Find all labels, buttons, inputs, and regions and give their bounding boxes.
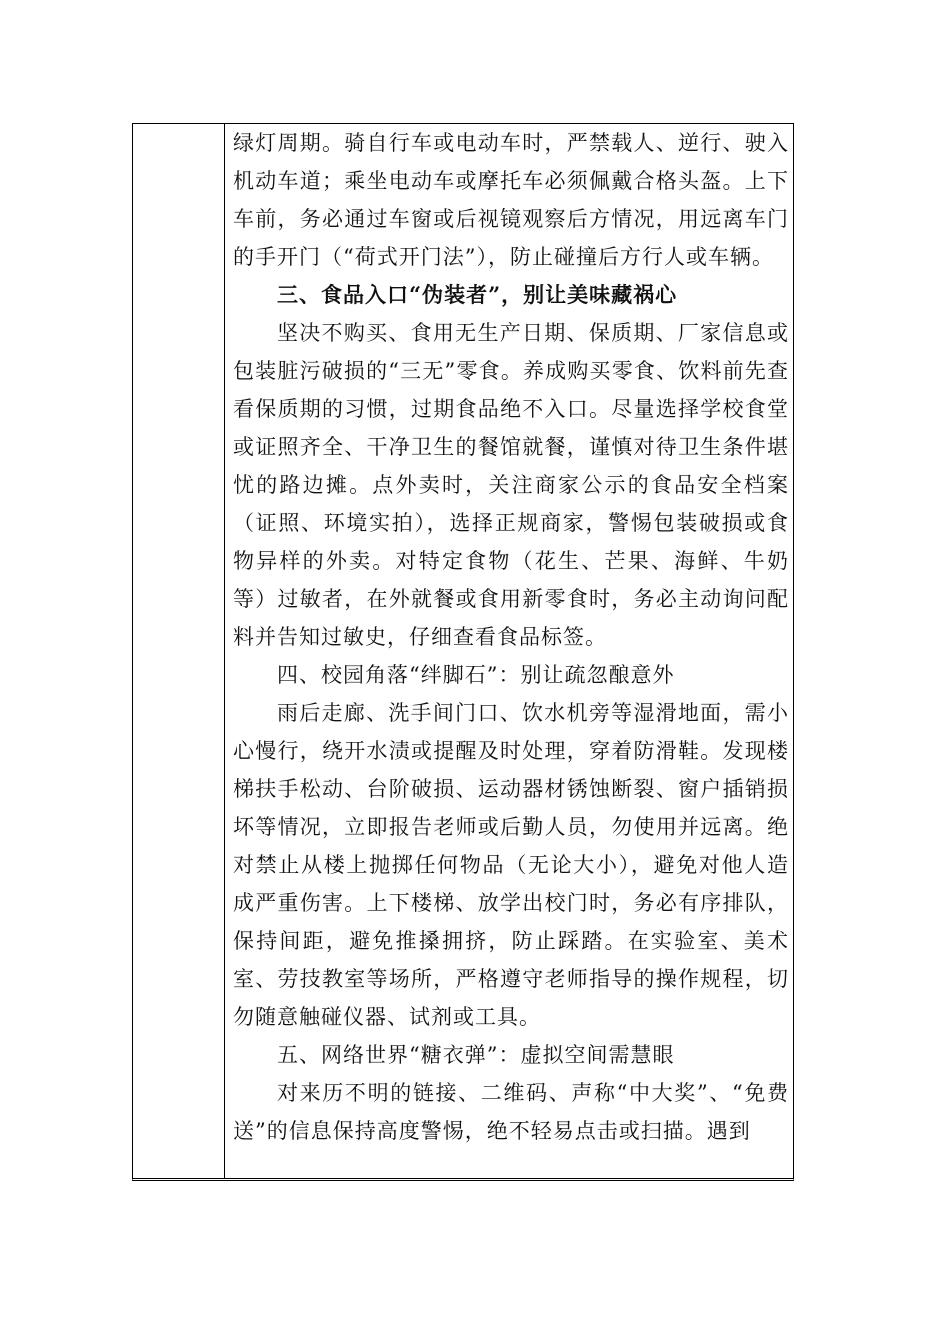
heading-network-safety: 五、网络世界“糖衣弹”：虚拟空间需慧眼 bbox=[277, 1043, 675, 1067]
paragraph-food-safety: 坚决不购买、食用无生产日期、保质期、厂家信息或包装脏污破损的“三无”零食。养成购买零食、饮料前先查看保质期的习惯，过期食品绝不入口。尽量选择学校食堂或证照齐全、干净卫生的餐馆就餐，谨慎对待卫生条件堪忧的路边摊。点外卖时，关注商家公示的食品安全档案（证照、环境实拍），选择正规商家，警惕包装破损或食物异样的外卖。对特定食物（花生、芒果、海鲜、牛奶等）过敏者，在外就餐或食用新零食时，务必主动询问配料并告知过敏史，仔细查看食品标签。 bbox=[233, 321, 789, 649]
paragraph-campus-safety: 雨后走廊、洗手间门口、饮水机旁等湿滑地面，需小心慢行，绕开水渍或提醒及时处理，穿着防滑鞋。发现楼梯扶手松动、台阶破损、运动器材锈蚀断裂、窗户插销损坏等情况，立即报告老师或后勤人员，勿使用并远离。绝对禁止从楼上抛掷任何物品（无论大小），避免对他人造成严重伤害。上下楼梯、放学出校门时，务必有序排队，保持间距，避免推搡拥挤，防止踩踏。在实验室、美术室、劳技教室等场所，严格遵守老师指导的操作规程，切勿随意触碰仪器、试剂或工具。 bbox=[233, 701, 789, 1029]
column-divider bbox=[224, 124, 225, 1178]
paragraph-traffic-continued: 绿灯周期。骑自行车或电动车时，严禁载人、逆行、驶入机动车道；乘坐电动车或摩托车必须佩戴合格头盔。上下车前，务必通过车窗或后视镜观察后方情况，用远离车门的手开门（“荷式开门法”），防止碰撞后方行人或车辆。 bbox=[233, 131, 789, 269]
paragraph-network-safety: 对来历不明的链接、二维码、声称“中大奖”、“免费送”的信息保持高度警惕，绝不轻易点击或扫描。遇到 bbox=[233, 1081, 789, 1143]
heading-food-safety: 三、食品入口“伪装者”，别让美味藏祸心 bbox=[277, 282, 678, 307]
document-table bbox=[132, 123, 794, 1181]
content-cell bbox=[233, 124, 789, 1150]
heading-campus-safety: 四、校园角落“绊脚石”：别让疏忽酿意外 bbox=[277, 663, 675, 687]
